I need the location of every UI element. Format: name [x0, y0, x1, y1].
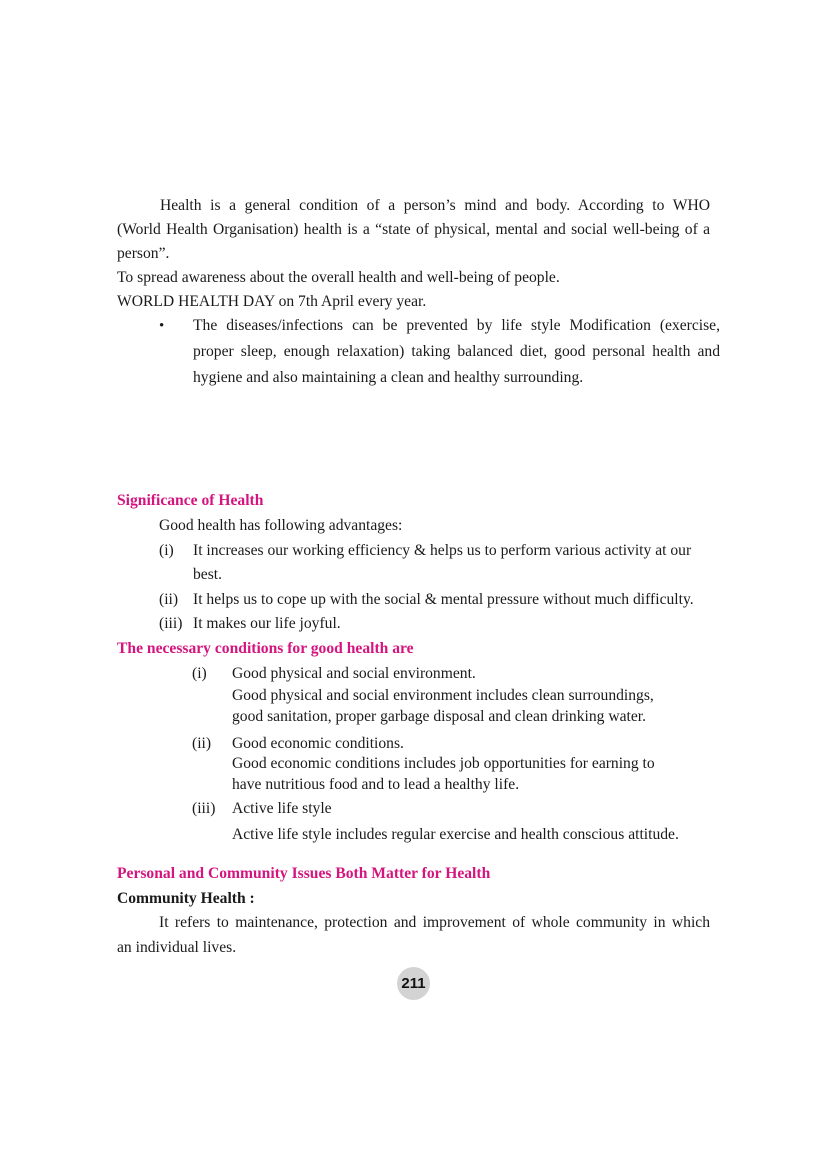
- condition-3-number: (iii): [192, 800, 216, 817]
- intro-line-5: WORLD HEALTH DAY on 7th April every year.: [117, 293, 427, 310]
- bullet-line-3: hygiene and also maintaining a clean and healthy surrounding.: [193, 369, 584, 386]
- significance-item-2-line-1: It helps us to cope up with the social & mental pressure without much difficulty.: [193, 591, 694, 608]
- intro-line-4: To spread awareness about the overall health and well-being of people.: [117, 269, 560, 286]
- condition-3-line-1: Active life style includes regular exercise and health conscious attitude.: [232, 826, 679, 843]
- community-line-2: an individual lives.: [117, 939, 237, 956]
- conditions-heading: The necessary conditions for good health are: [117, 640, 414, 657]
- significance-item-1-line-1: It increases our working efficiency & helps us to perform various activity at our: [193, 542, 692, 559]
- intro-line-2: (World Health Organisation) health is a “state of physical, mental and social well-being of a: [117, 221, 710, 238]
- condition-2-number: (ii): [192, 735, 212, 752]
- condition-2-title: Good economic conditions.: [232, 735, 404, 752]
- bullet-icon: •: [159, 318, 165, 334]
- significance-item-1-number: (i): [159, 542, 174, 559]
- condition-1-title: Good physical and social environment.: [232, 665, 476, 682]
- intro-line-3: person”.: [117, 245, 170, 262]
- significance-item-2-number: (ii): [159, 591, 179, 608]
- significance-item-3-number: (iii): [159, 615, 183, 632]
- significance-item-3-line-1: It makes our life joyful.: [193, 615, 341, 632]
- condition-1-number: (i): [192, 665, 207, 682]
- condition-2-line-2: have nutritious food and to lead a healthy life.: [232, 776, 520, 793]
- significance-item-1-line-2: best.: [193, 566, 223, 583]
- intro-line-1: Health is a general condition of a person’s mind and body. According to WHO: [160, 197, 710, 214]
- condition-2-line-1: Good economic conditions includes job opportunities for earning to: [232, 755, 655, 772]
- condition-3-title: Active life style: [232, 800, 332, 817]
- community-heading: Personal and Community Issues Both Matter for Health: [117, 865, 491, 882]
- bullet-line-1: The diseases/infections can be prevented by life style Modification (exercise,: [193, 317, 720, 334]
- page-number-badge: 211: [397, 967, 430, 1000]
- significance-lead: Good health has following advantages:: [159, 517, 403, 534]
- community-subheading: Community Health :: [117, 890, 255, 907]
- condition-1-line-2: good sanitation, proper garbage disposal and clean drinking water.: [232, 708, 646, 725]
- community-line-1: It refers to maintenance, protection and improvement of whole community in which: [159, 914, 710, 931]
- significance-heading: Significance of Health: [117, 492, 264, 509]
- condition-1-line-1: Good physical and social environment includes clean surroundings,: [232, 687, 654, 704]
- bullet-line-2: proper sleep, enough relaxation) taking balanced diet, good personal health and: [193, 343, 720, 360]
